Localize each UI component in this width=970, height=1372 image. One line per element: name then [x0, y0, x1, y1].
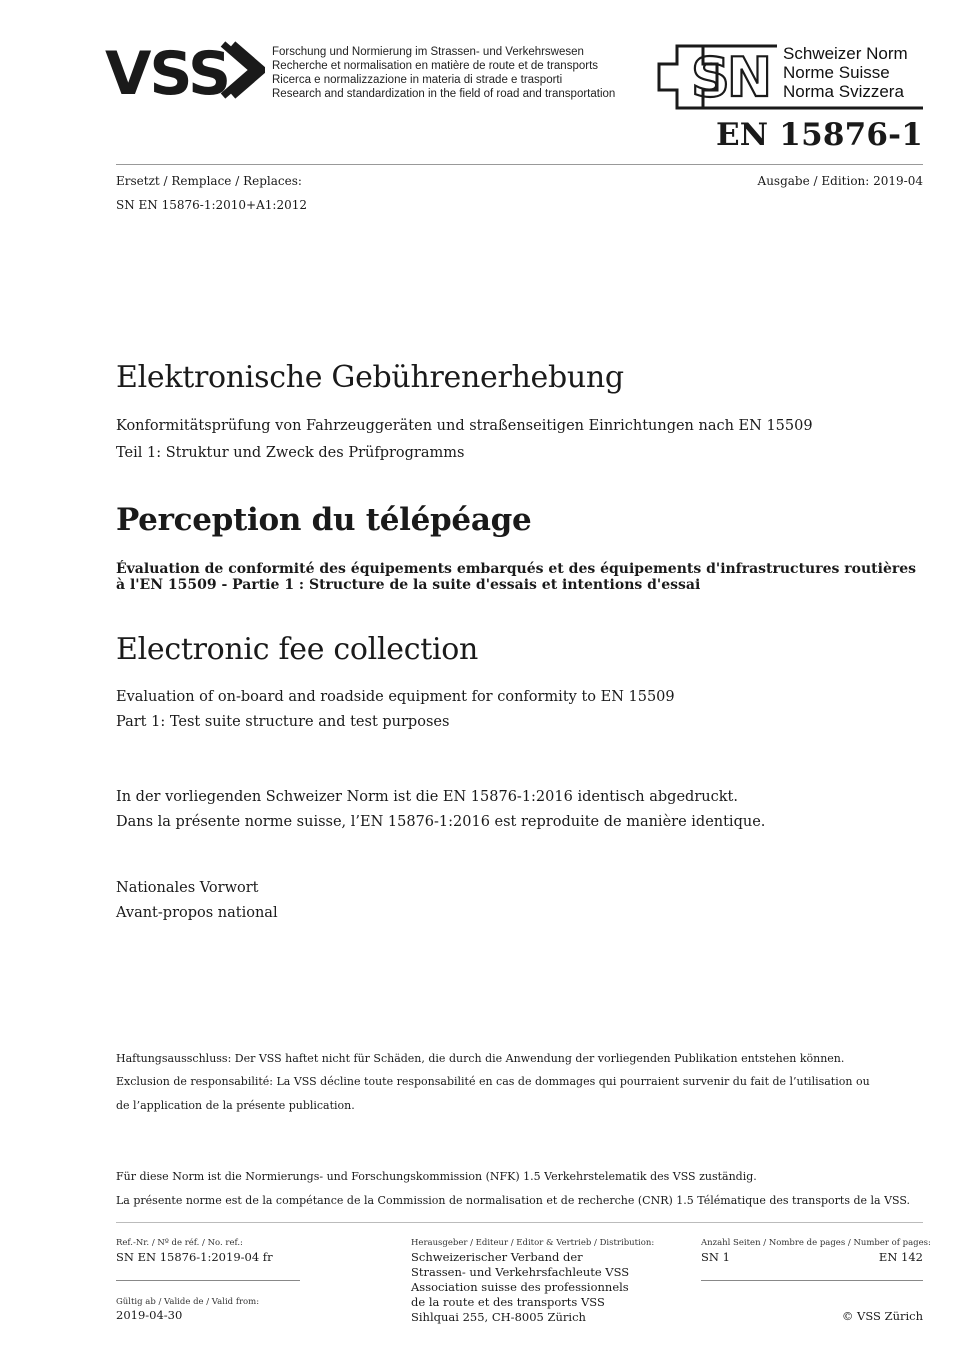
sn-label-it: Norma Svizzera [783, 82, 904, 101]
committee-fr: La présente norme est de la compétance de la Commission de normalisation et de recherche (CNR) 1.5 Télématique des transports de la VSS. [116, 1194, 911, 1207]
valid-value: 2019-04-30 [116, 1308, 183, 1322]
publisher-label: Herausgeber / Editeur / Editor & Vertrieb / Distribution: [411, 1238, 655, 1248]
subtitle-fr-1: Évaluation de conformité des équipements embarqués et des équipements d'infrastructures routières [116, 561, 917, 577]
sn-logo-letters: SN [691, 46, 770, 109]
publisher-line: Sihlquai 255, CH-8005 Zürich [411, 1310, 586, 1324]
disclaimer-fr-2: de l’application de la présente publication. [116, 1099, 355, 1112]
pages-divider [701, 1280, 923, 1281]
sn-label-fr: Norme Suisse [783, 63, 890, 82]
header-divider [116, 164, 923, 165]
vss-tagline [272, 45, 615, 101]
vss-logo [105, 40, 265, 100]
subtitle-de-1: Konformitätsprüfung von Fahrzeuggeräten und straßenseitigen Einrichtungen nach EN 15509 [116, 418, 813, 434]
copyright: © VSS Zürich [841, 1309, 923, 1323]
publisher-line: Association suisse des professionnels [411, 1280, 629, 1294]
subtitle-en-2: Part 1: Test suite structure and test purposes [116, 714, 450, 730]
replaces-value: SN EN 15876-1:2010+A1:2012 [116, 198, 307, 212]
pages-sn: SN 1 [701, 1250, 730, 1264]
sn-label-de: Schweizer Norm [783, 44, 908, 63]
publisher-line: Schweizerischer Verband der [411, 1250, 583, 1264]
sn-label [783, 44, 908, 101]
national-foreword-fr: Avant-propos national [116, 905, 278, 921]
replaces-label: Ersetzt / Remplace / Replaces: [116, 174, 302, 188]
ref-label: Ref.-Nr. / Nº de réf. / No. ref.: [116, 1238, 243, 1248]
ref-divider [116, 1280, 300, 1281]
identical-note-de: In der vorliegenden Schweizer Norm ist die EN 15876-1:2016 identisch abgedruckt. [116, 789, 738, 805]
edition: Ausgabe / Edition: 2019-04 [757, 174, 923, 188]
pages-label: Anzahl Seiten / Nombre de pages / Number of pages: [701, 1238, 931, 1248]
publisher-line: Strassen- und Verkehrsfachleute VSS [411, 1265, 630, 1279]
subtitle-fr-2: à l'EN 15509 - Partie 1 : Structure de la suite d'essais et intentions d'essai [116, 577, 701, 593]
subtitle-de-2: Teil 1: Struktur und Zweck des Prüfprogramms [116, 445, 465, 461]
ref-value: SN EN 15876-1:2019-04 fr [116, 1250, 273, 1264]
vss-tagline-de: Forschung und Normierung im Strassen- und Verkehrswesen [272, 46, 584, 58]
vss-logo-mark [105, 40, 265, 100]
vss-logo-letters: VSS [105, 40, 230, 100]
footer-divider [116, 1222, 923, 1223]
title-de: Elektronische Gebührenerhebung [116, 360, 624, 395]
valid-label: Gültig ab / Valide de / Valid from: [116, 1297, 260, 1307]
subtitle-en-1: Evaluation of on-board and roadside equipment for conformity to EN 15509 [116, 689, 675, 705]
title-en: Electronic fee collection [116, 632, 479, 667]
publisher-address [411, 1250, 629, 1325]
national-foreword-de: Nationales Vorwort [116, 880, 259, 896]
title-fr: Perception du télépéage [116, 502, 532, 538]
vss-tagline-en: Research and standardization in the field of road and transportation [272, 88, 616, 100]
disclaimer-fr-1: Exclusion de responsabilité: La VSS décline toute responsabilité en cas de dommages qui pourraient survenir du fait de l’utilisation ou [116, 1075, 870, 1088]
identical-note-fr: Dans la présente norme suisse, l’EN 15876-1:2016 est reproduite de manière identique. [116, 814, 766, 830]
publisher-line: de la route et des transports VSS [411, 1295, 605, 1309]
vss-tagline-fr: Recherche et normalisation en matière de route et de transports [272, 60, 599, 72]
vss-tagline-it: Ricerca e normalizzazione in materia di strade e trasporti [272, 74, 563, 86]
disclaimer-de: Haftungsausschluss: Der VSS haftet nicht für Schäden, die durch die Anwendung der vorliegenden Publikation entstehen können. [116, 1052, 845, 1065]
committee-de: Für diese Norm ist die Normierungs- und Forschungskommission (NFK) 1.5 Verkehrstelematik des VSS zuständig. [116, 1170, 757, 1183]
standard-number: EN 15876-1 [715, 117, 923, 153]
pages-en: EN 142 [878, 1250, 923, 1264]
